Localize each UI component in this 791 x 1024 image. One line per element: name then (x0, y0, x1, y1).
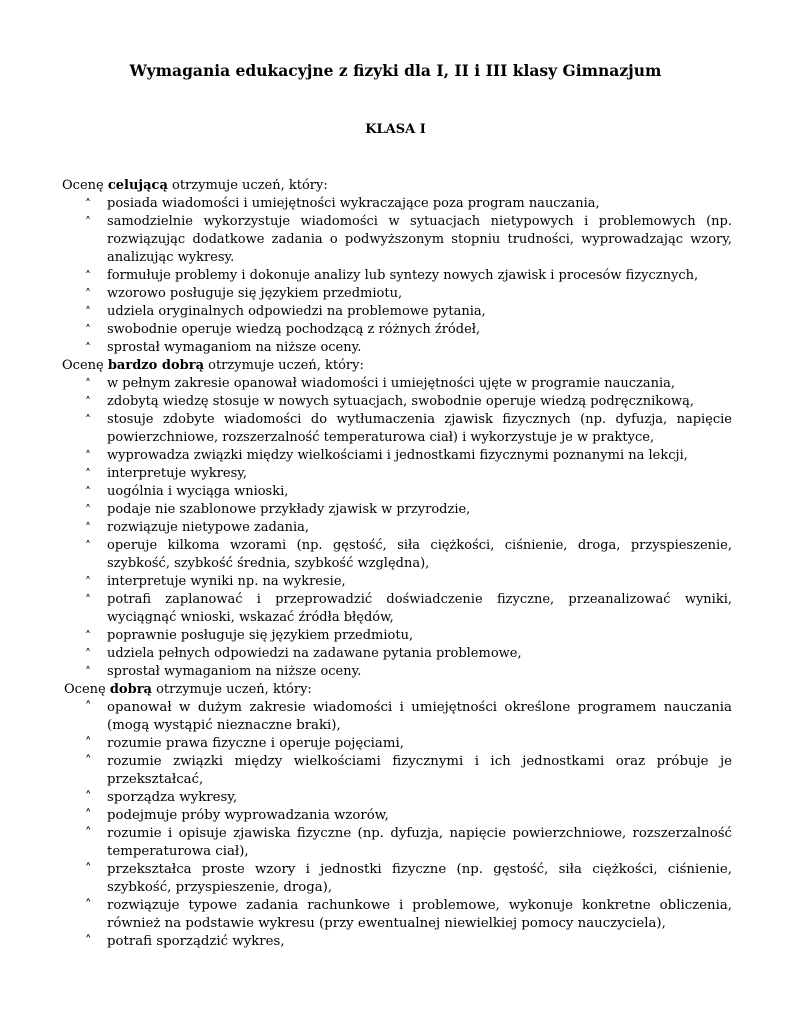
list-item (62, 735, 732, 753)
list-item (62, 285, 732, 303)
list-item-text: w pełnym zakresie opanował wiadomości i umiejętności ujęte w programie nauczania, (107, 376, 675, 391)
arrowhead-bullet-icon: ˄ (85, 377, 91, 391)
arrowhead-bullet-icon: ˄ (85, 215, 91, 229)
list-item (62, 861, 732, 897)
list-item-text: rozumie prawa fizyczne i operuje pojęciami, (107, 736, 404, 751)
grade-name: dobrą (109, 682, 152, 697)
list-item (62, 645, 732, 663)
grade-intro-suffix: otrzymuje uczeń, który: (204, 358, 364, 373)
list-item (62, 789, 732, 807)
class-heading: KLASA I (365, 122, 426, 137)
list-item (62, 897, 732, 933)
list-item (62, 753, 732, 789)
arrowhead-bullet-icon: ˄ (85, 790, 92, 805)
list-item-text: rozwiązuje nietypowe zadania, (107, 520, 309, 535)
list-item (62, 501, 732, 519)
list-item-text: zdobytą wiedzę stosuje w nowych sytuacjach, swobodnie operuje wiedzą podręcznikową, (107, 394, 694, 409)
list-item-text: sprostał wymaganiom na niższe oceny. (107, 664, 362, 679)
list-item-text: wzorowo posługuje się językiem przedmiotu, (107, 286, 403, 301)
grade-intro-prefix: Ocenę (62, 178, 108, 193)
list-item (62, 627, 732, 645)
list-item (62, 267, 732, 285)
list-item-text: potrafi zaplanować i przeprowadzić doświadczenie fizyczne, przeanalizować wyniki, wyciągnąć wnioski, wskazać źródła błędów, (107, 592, 732, 625)
list-item (62, 933, 732, 951)
arrowhead-bullet-icon: ˄ (85, 934, 92, 949)
arrowhead-bullet-icon: ˄ (85, 269, 91, 283)
list-item-text: udziela oryginalnych odpowiedzi na problemowe pytania, (107, 304, 486, 319)
arrowhead-bullet-icon: ˄ (85, 898, 92, 913)
list-item (62, 663, 732, 681)
list-item (62, 699, 732, 735)
arrowhead-bullet-icon: ˄ (85, 413, 91, 427)
arrowhead-bullet-icon: ˄ (85, 665, 91, 679)
list-item-text: stosuje zdobyte wiadomości do wytłumaczenia zjawisk fizycznych (np. dyfuzja, napięcie powierzchniowe, rozszerzalność temperaturowa ciał) i wykorzystuje je w praktyce, (107, 412, 732, 445)
arrowhead-bullet-icon: ˄ (85, 305, 91, 319)
list-item-text: rozumie i opisuje zjawiska fizyczne (np. dyfuzja, napięcie powierzchniowe, rozszerzalność temperaturowa ciał), (107, 826, 732, 859)
arrowhead-bullet-icon: ˄ (85, 485, 91, 499)
list-item (62, 807, 732, 825)
arrowhead-bullet-icon: ˄ (85, 521, 91, 535)
grade-intro-prefix: Ocenę (64, 682, 110, 697)
list-item (62, 375, 732, 393)
list-item (62, 303, 732, 321)
list-item-text: sprostał wymaganiom na niższe oceny. (107, 340, 362, 355)
arrowhead-bullet-icon: ˄ (85, 754, 92, 769)
list-item-text: swobodnie operuje wiedzą pochodzącą z różnych źródeł, (107, 322, 481, 337)
list-item (62, 213, 732, 267)
arrowhead-bullet-icon: ˄ (85, 341, 91, 355)
list-item-text: operuje kilkoma wzorami (np. gęstość, siła ciężkości, ciśnienie, droga, przyspieszenie, szybkość, szybkość średnia, szybkość względna), (107, 538, 732, 571)
grade-name: celującą (107, 178, 168, 193)
arrowhead-bullet-icon: ˄ (85, 826, 92, 841)
list-item-text: potrafi sporządzić wykres, (107, 934, 285, 949)
arrowhead-bullet-icon: ˄ (85, 629, 91, 643)
list-item-text: formułuje problemy i dokonuje analizy lub syntezy nowych zjawisk i procesów fizycznych, (107, 268, 699, 283)
grade-intro-suffix: otrzymuje uczeń, który: (151, 682, 312, 697)
list-item (62, 411, 732, 447)
list-item (62, 321, 732, 339)
arrowhead-bullet-icon: ˄ (85, 449, 91, 463)
arrowhead-bullet-icon: ˄ (85, 575, 91, 589)
list-item (62, 393, 732, 411)
list-item-text: udziela pełnych odpowiedzi na zadawane pytania problemowe, (107, 646, 522, 661)
list-item (62, 339, 732, 357)
criteria-list-celujaca (62, 195, 732, 357)
list-item-text: rozwiązuje typowe zadania rachunkowe i problemowe, wykonuje konkretne obliczenia, również na podstawie wykresu (przy ewentualnej niewielkiej pomocy nauczyciela), (107, 898, 732, 931)
arrowhead-bullet-icon: ˄ (85, 736, 92, 751)
list-item (62, 591, 732, 627)
arrowhead-bullet-icon: ˄ (85, 862, 92, 877)
grade-intro-bardzo-dobra (62, 357, 732, 375)
list-item-text: opanował w dużym zakresie wiadomości i umiejętności określone programem nauczania (mogą wystąpić nieznaczne braki), (107, 700, 732, 733)
list-item (62, 483, 732, 501)
arrowhead-bullet-icon: ˄ (85, 323, 91, 337)
arrowhead-bullet-icon: ˄ (85, 197, 91, 211)
list-item-text: interpretuje wykresy, (107, 466, 248, 481)
page-title: Wymagania edukacyjne z fizyki dla I, II i III klasy Gimnazjum (129, 61, 662, 80)
list-item-text: interpretuje wyniki np. na wykresie, (107, 574, 346, 589)
list-item (62, 573, 732, 591)
arrowhead-bullet-icon: ˄ (85, 593, 91, 607)
list-item (62, 825, 732, 861)
criteria-list-bardzo-dobra (62, 375, 732, 681)
list-item-text: wyprowadza związki między wielkościami i jednostkami fizycznymi poznanymi na lekcji, (107, 448, 688, 463)
list-item-text: sporządza wykresy, (107, 790, 238, 805)
grade-intro-dobra (64, 681, 732, 699)
list-item (62, 519, 732, 537)
list-item (62, 447, 732, 465)
list-item-text: przekształca proste wzory i jednostki fizyczne (np. gęstość, siła ciężkości, ciśnienie, szybkość, przyspieszenie, droga), (107, 862, 732, 895)
grade-intro-prefix: Ocenę (62, 358, 108, 373)
grade-name: bardzo dobrą (107, 358, 204, 373)
list-item (62, 195, 732, 213)
arrowhead-bullet-icon: ˄ (85, 467, 91, 481)
arrowhead-bullet-icon: ˄ (85, 700, 92, 715)
arrowhead-bullet-icon: ˄ (85, 287, 91, 301)
list-item-text: rozumie związki między wielkościami fizycznymi i ich jednostkami oraz próbuje je przekształcać, (107, 754, 732, 787)
document-body (62, 177, 732, 951)
list-item-text: uogólnia i wyciąga wnioski, (107, 484, 289, 499)
arrowhead-bullet-icon: ˄ (85, 808, 92, 823)
list-item-text: podaje nie szablonowe przykłady zjawisk w przyrodzie, (107, 502, 471, 517)
list-item-text: poprawnie posługuje się językiem przedmiotu, (107, 628, 414, 643)
arrowhead-bullet-icon: ˄ (85, 503, 91, 517)
arrowhead-bullet-icon: ˄ (85, 647, 91, 661)
list-item-text: samodzielnie wykorzystuje wiadomości w sytuacjach nietypowych i problemowych (np. rozwiązując dodatkowe zadania o podwyższonym stopniu trudności, wyprowadzając wzory, analizując wykresy. (107, 214, 732, 265)
list-item (62, 465, 732, 483)
arrowhead-bullet-icon: ˄ (85, 539, 91, 553)
grade-intro-celujaca (62, 177, 732, 195)
criteria-list-dobra (62, 699, 732, 951)
list-item (62, 537, 732, 573)
grade-intro-suffix: otrzymuje uczeń, który: (167, 178, 328, 193)
arrowhead-bullet-icon: ˄ (85, 395, 91, 409)
list-item-text: posiada wiadomości i umiejętności wykraczające poza program nauczania, (107, 196, 600, 211)
list-item-text: podejmuje próby wyprowadzania wzorów, (107, 808, 389, 823)
